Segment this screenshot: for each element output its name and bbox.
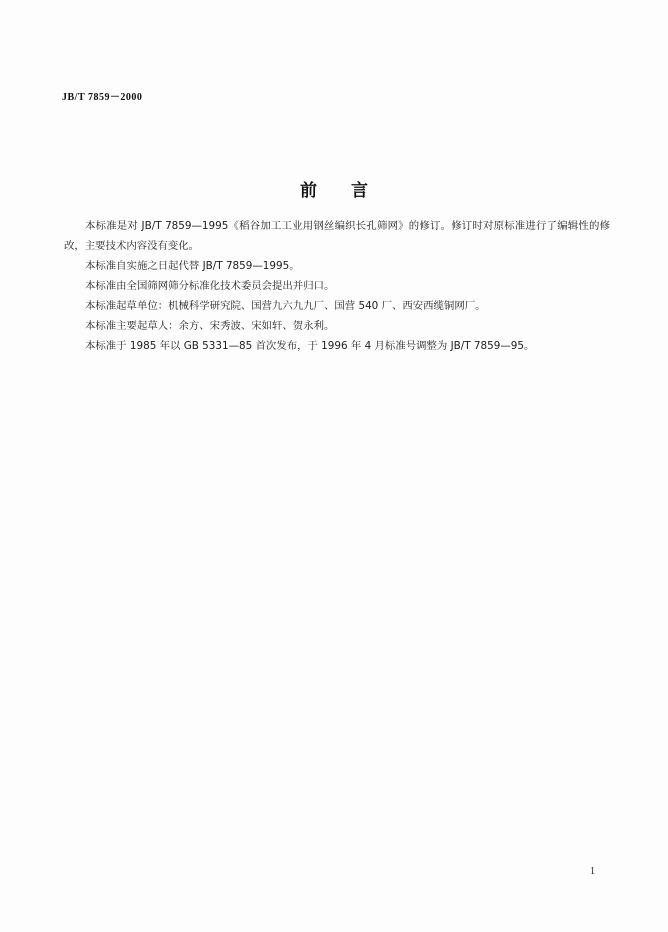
title-char-1: 前	[300, 181, 317, 201]
title-char-2: 言	[351, 181, 368, 201]
paragraph-replaces: 本标准自实施之日起代替 JB/T 7859—1995。	[85, 260, 300, 272]
paragraph-history: 本标准于 1985 年以 GB 5331—85 首次发布，于 1996 年 4 月标准号调整为 JB/T 7859—95。	[85, 340, 535, 352]
paragraph-drafters: 本标准主要起草人：余方、宋秀波、宋如轩、贺永利。	[85, 320, 335, 332]
paragraph-drafting-units: 本标准起草单位：机械科学研究院、国营九六九九厂、国营 540 厂、西安西缆铜网厂。	[85, 300, 486, 312]
paragraph-revision: 本标准是对 JB/T 7859—1995《稻谷加工工业用钢丝编织长孔筛网》的修订。修订时对原标准进行了编辑性的修改，主要技术内容没有变化。	[64, 220, 610, 252]
paragraph-proposed-by: 本标准由全国筛网筛分标准化技术委员会提出并归口。	[85, 280, 335, 292]
foreword-body	[64, 216, 610, 356]
page-title	[0, 176, 668, 201]
standard-code: JB/T 7859－2000	[62, 92, 143, 103]
page-number: 1	[590, 866, 595, 877]
